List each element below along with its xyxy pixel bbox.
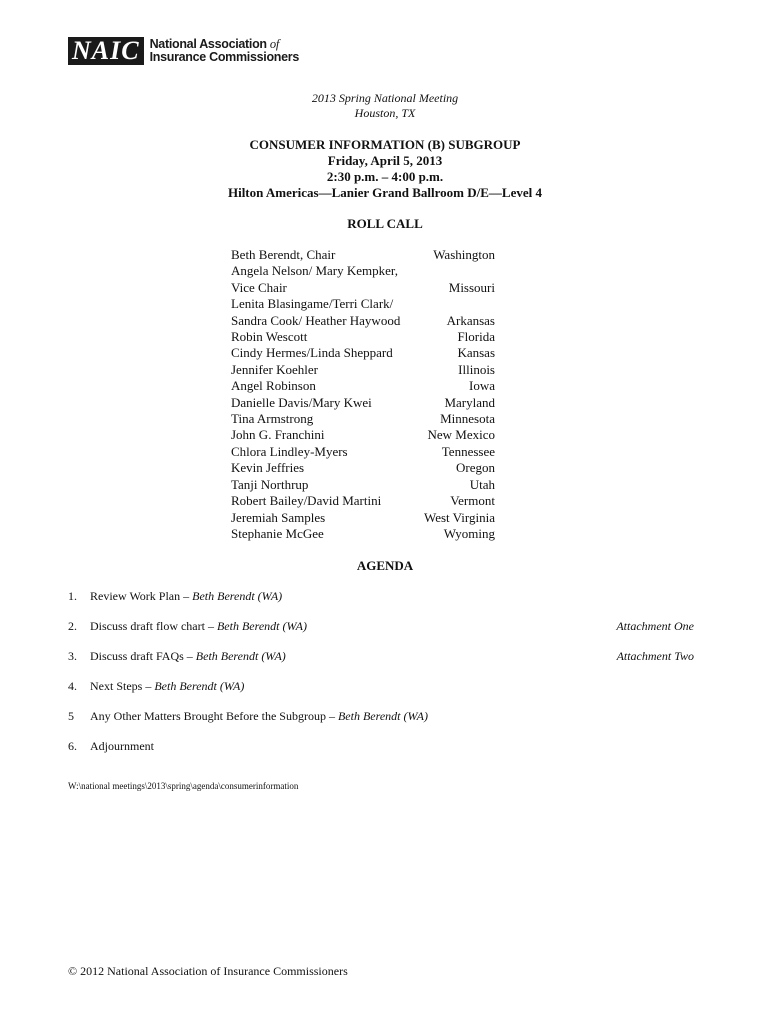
agenda-item bbox=[68, 619, 694, 649]
member-name: Cindy Hermes/Linda Sheppard bbox=[231, 345, 393, 361]
roster-row bbox=[231, 313, 495, 329]
member-name: Beth Berendt, Chair bbox=[231, 247, 336, 262]
member-state: Missouri bbox=[448, 279, 495, 295]
roster-row bbox=[231, 427, 495, 443]
agenda-item-presenter: Beth Berendt (WA) bbox=[337, 709, 428, 723]
agenda-item-number: 2. bbox=[68, 619, 77, 633]
roster-row bbox=[231, 510, 495, 526]
roster-row bbox=[231, 493, 495, 509]
agenda-item bbox=[68, 679, 694, 709]
agenda-item-topic: Review Work Plan – bbox=[90, 589, 193, 603]
agenda-item bbox=[68, 739, 694, 769]
roster-row bbox=[231, 362, 495, 378]
file-path: W:\national meetings\2013\spring\agenda\consumerinformation bbox=[68, 781, 299, 791]
agenda-item-text bbox=[90, 739, 154, 753]
member-name: Tina Armstrong bbox=[231, 411, 314, 427]
logo-line-2: Insurance Commissioners bbox=[149, 50, 299, 64]
roster-row bbox=[231, 329, 495, 345]
roster-row bbox=[231, 280, 495, 296]
member-state: Utah bbox=[469, 476, 495, 492]
agenda-item-presenter: Beth Berendt (WA) bbox=[216, 619, 307, 633]
member-state: Illinois bbox=[458, 361, 495, 377]
roster-row bbox=[231, 296, 495, 312]
agenda-item-text bbox=[90, 709, 428, 723]
roster-row bbox=[231, 247, 495, 263]
agenda-item-text bbox=[90, 649, 286, 663]
agenda-item-presenter: Beth Berendt (WA) bbox=[195, 649, 286, 663]
member-state: Wyoming bbox=[443, 525, 495, 541]
agenda-list bbox=[68, 589, 694, 769]
member-name: Chlora Lindley-Myers bbox=[231, 443, 348, 459]
member-name: John G. Franchini bbox=[231, 427, 325, 443]
agenda-item-attachment: Attachment Two bbox=[616, 649, 694, 663]
naic-logo bbox=[68, 37, 299, 65]
agenda-item-presenter: Beth Berendt (WA) bbox=[192, 589, 283, 603]
roster-row bbox=[231, 411, 495, 427]
copyright-footer: © 2012 National Association of Insurance Commissioners bbox=[68, 964, 348, 978]
roster-row bbox=[231, 378, 495, 394]
agenda-item-number: 1. bbox=[68, 589, 77, 603]
meeting-location: Houston, TX bbox=[354, 106, 416, 120]
member-name: Robin Wescott bbox=[231, 329, 308, 345]
member-name: Jennifer Koehler bbox=[231, 361, 318, 377]
agenda-item-topic: Discuss draft flow chart – bbox=[90, 619, 217, 633]
agenda-item-number: 4. bbox=[68, 679, 77, 693]
member-name: Vice Chair bbox=[231, 279, 287, 295]
agenda-item-topic: Adjournment bbox=[90, 739, 154, 753]
agenda-item-number: 3. bbox=[68, 649, 77, 663]
member-state: Tennessee bbox=[441, 443, 495, 459]
member-state: Arkansas bbox=[446, 312, 495, 328]
agenda-item-presenter: Beth Berendt (WA) bbox=[154, 679, 245, 693]
roster-row bbox=[231, 263, 495, 279]
agenda-item-topic: Discuss draft FAQs – bbox=[90, 649, 196, 663]
member-state: Iowa bbox=[469, 378, 495, 394]
member-name: Robert Bailey/David Martini bbox=[231, 493, 382, 509]
meeting-time: 2:30 p.m. – 4:00 p.m. bbox=[326, 169, 444, 184]
agenda-item-text bbox=[90, 679, 244, 693]
agenda-item bbox=[68, 709, 694, 739]
roster-row bbox=[231, 477, 495, 493]
member-state: Maryland bbox=[444, 394, 495, 410]
member-name: Stephanie McGee bbox=[231, 525, 324, 541]
agenda-item-number: 6. bbox=[68, 739, 77, 753]
member-state: West Virginia bbox=[424, 509, 495, 525]
meeting-date: Friday, April 5, 2013 bbox=[327, 153, 443, 168]
agenda-title: AGENDA bbox=[356, 558, 414, 573]
member-name: Angel Robinson bbox=[231, 378, 316, 394]
roster-row bbox=[231, 395, 495, 411]
member-state: Vermont bbox=[450, 493, 495, 509]
member-name: Sandra Cook/ Heather Haywood bbox=[231, 312, 401, 328]
subgroup-title: CONSUMER INFORMATION (B) SUBGROUP bbox=[249, 137, 521, 152]
member-name: Tanji Northrup bbox=[231, 476, 309, 492]
member-name: Angela Nelson/ Mary Kempker, bbox=[231, 263, 398, 279]
member-state: Kansas bbox=[457, 345, 495, 361]
roll-call-title: ROLL CALL bbox=[347, 216, 423, 231]
roster-row bbox=[231, 460, 495, 476]
agenda-item-number: 5 bbox=[68, 709, 74, 723]
agenda-item-text bbox=[90, 619, 307, 633]
roll-call-list bbox=[231, 247, 495, 542]
member-state: Oregon bbox=[456, 460, 495, 476]
meeting-info bbox=[0, 91, 770, 121]
agenda-item bbox=[68, 589, 694, 619]
logo-line-1-of: of bbox=[269, 37, 280, 51]
agenda-item bbox=[68, 649, 694, 679]
member-state: New Mexico bbox=[427, 427, 495, 443]
member-name: Danielle Davis/Mary Kwei bbox=[231, 394, 372, 410]
member-name: Lenita Blasingame/Terri Clark/ bbox=[231, 296, 394, 312]
roster-row bbox=[231, 444, 495, 460]
agenda-item-text bbox=[90, 589, 282, 603]
roster-row bbox=[231, 526, 495, 542]
agenda-item-attachment: Attachment One bbox=[616, 619, 694, 633]
member-state: Washington bbox=[433, 247, 495, 262]
member-state: Minnesota bbox=[440, 411, 495, 427]
agenda-item-topic: Next Steps – bbox=[90, 679, 155, 693]
meeting-name: 2013 Spring National Meeting bbox=[311, 91, 459, 105]
agenda-item-topic: Any Other Matters Brought Before the Subgroup – bbox=[90, 709, 338, 723]
logo-text bbox=[150, 38, 299, 64]
logo-line-1-text: National Association bbox=[149, 37, 270, 51]
logo-mark: NAIC bbox=[68, 37, 144, 65]
roster-row bbox=[231, 345, 495, 361]
member-state: Florida bbox=[457, 329, 495, 345]
member-name: Jeremiah Samples bbox=[231, 509, 326, 525]
member-name: Kevin Jeffries bbox=[231, 460, 305, 476]
meeting-venue: Hilton Americas—Lanier Grand Ballroom D/E—Level 4 bbox=[227, 185, 543, 200]
subgroup-heading bbox=[0, 137, 770, 201]
